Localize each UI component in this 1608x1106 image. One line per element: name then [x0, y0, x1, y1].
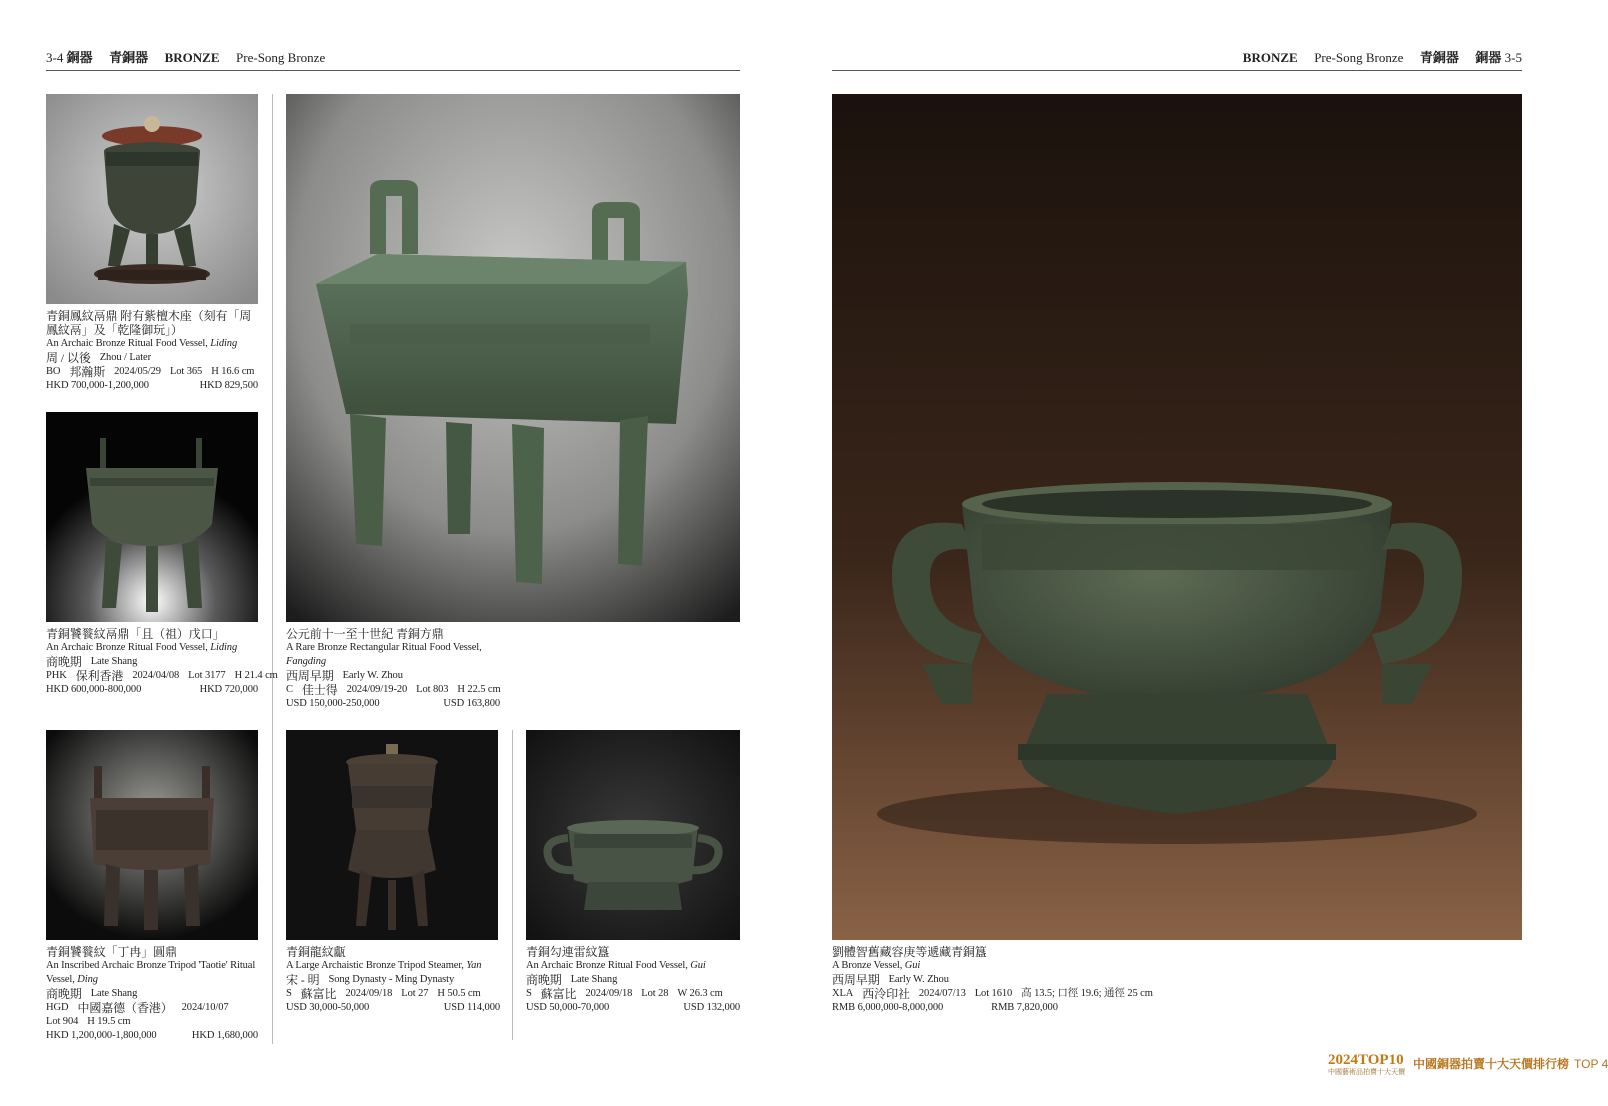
lot-caption	[832, 945, 1232, 1015]
period-en: Early W. Zhou	[342, 670, 403, 681]
auction-house: 中國嘉德（香港）	[77, 1001, 173, 1015]
top10-logo: 2024TOP10 中國藝術品拍賣十大天價	[1328, 1052, 1405, 1076]
lot-title-en: A Large Archaistic Bronze Tripod Steamer, Yan	[286, 960, 482, 971]
lot-photo-yan	[286, 730, 498, 940]
dimensions: W 26.3 cm	[677, 988, 723, 999]
lot-title-en: An Archaic Bronze Ritual Food Vessel, Liding	[46, 642, 238, 653]
lot-number: Lot 1610	[974, 988, 1013, 999]
header-en: Pre-Song Bronze	[1314, 50, 1404, 65]
lot-number: Lot 28	[641, 988, 669, 999]
lot-title-en: A Rare Bronze Rectangular Ritual Food Vessel, Fangding	[286, 642, 482, 667]
auction-house: 西泠印社	[862, 987, 910, 1001]
hammer-price: HKD 1,680,000	[191, 1030, 258, 1041]
period-en: Late Shang	[90, 988, 138, 999]
estimate: USD 50,000-70,000	[526, 1002, 610, 1013]
auction-house: 佳士得	[301, 683, 338, 697]
header-en: BRONZE	[1242, 50, 1298, 65]
period-en: Late Shang	[570, 974, 618, 985]
period-zh: 西周早期	[286, 669, 334, 683]
lot-photo-liding-with-stand	[46, 94, 258, 304]
sale-date: 2024/05/29	[114, 366, 161, 377]
header-en: BRONZE	[164, 50, 220, 65]
lot-title-zh: 青銅龍紋甗	[286, 945, 346, 959]
sale-date: 2024/09/18	[345, 988, 393, 999]
lot-number: Lot 904	[46, 1016, 79, 1027]
sale-date: 2024/10/07	[181, 1002, 229, 1013]
auction-house: 保利香港	[75, 669, 124, 683]
house-code: S	[286, 988, 292, 999]
dimensions: H 22.5 cm	[457, 684, 501, 695]
period-en: Late Shang	[90, 656, 138, 667]
estimate: HKD 700,000-1,200,000	[46, 380, 149, 391]
lot-title-en: A Bronze Vessel, Gui	[832, 960, 921, 971]
dimensions: H 16.6 cm	[211, 366, 255, 377]
lot-title-zh: 青銅勾連雷紋簋	[526, 945, 610, 959]
header-zh: 銅器	[66, 50, 93, 65]
lot-title-zh: 青銅饕餮紋鬲鼎「且（祖）戊口」	[46, 627, 225, 641]
period-zh: 西周早期	[832, 973, 880, 987]
house-code: PHK	[46, 670, 67, 681]
period-en: Early W. Zhou	[888, 974, 949, 985]
lot-caption	[46, 627, 278, 697]
hammer-price: USD 163,800	[443, 698, 500, 709]
lot-photo-liding-tripod	[46, 412, 258, 622]
page-number: 3-4	[46, 50, 64, 65]
ranking-footer	[1328, 1052, 1608, 1075]
dimensions: H 19.5 cm	[87, 1016, 131, 1027]
period-zh: 周 / 以後	[46, 351, 91, 365]
estimate: RMB 6,000,000-8,000,000	[832, 1002, 944, 1013]
estimate: USD 30,000-50,000	[286, 1002, 370, 1013]
lot-title-zh: 青銅鳳紋鬲鼎 附有紫檀木座（刻有「周鳳紋鬲」及「乾隆御玩」）	[46, 309, 252, 337]
estimate: HKD 600,000-800,000	[46, 684, 142, 695]
auction-house: 蘇富比	[540, 987, 577, 1001]
ranking-position: TOP 4	[1574, 1056, 1608, 1071]
lot-photo-fangding	[286, 94, 740, 622]
house-code: HGD	[46, 1002, 69, 1013]
house-code: C	[286, 684, 293, 695]
lot-title-zh: 公元前十一至十世紀 青銅方鼎	[286, 627, 444, 641]
period-zh: 宋 - 明	[286, 973, 320, 987]
hammer-price: HKD 829,500	[199, 380, 258, 391]
header-zh: 青銅器	[1419, 50, 1459, 65]
hammer-price: USD 114,000	[443, 1002, 500, 1013]
period-zh: 商晚期	[46, 987, 82, 1001]
lot-title-zh: 劉體智舊藏容庚等遞藏青銅簋	[832, 945, 987, 959]
house-code: S	[526, 988, 532, 999]
lot-caption	[286, 945, 500, 1015]
running-header-left	[46, 50, 325, 66]
hammer-price: RMB 7,820,000	[991, 1002, 1058, 1013]
dimensions: H 50.5 cm	[437, 988, 481, 999]
lot-caption	[526, 945, 740, 1015]
sale-date: 2024/04/08	[132, 670, 180, 681]
lot-number: Lot 365	[169, 366, 203, 377]
lot-number: Lot 3177	[188, 670, 226, 681]
lot-photo-gui-small	[526, 730, 740, 940]
lot-caption	[46, 945, 258, 1043]
estimate: HKD 1,200,000-1,800,000	[46, 1030, 157, 1041]
period-en: Zhou / Later	[99, 352, 152, 363]
ranking-title: 中國銅器拍賣十大天價排行榜	[1413, 1057, 1570, 1071]
column-divider	[512, 730, 513, 1040]
running-header-right	[1243, 50, 1522, 66]
estimate: USD 150,000-250,000	[286, 698, 380, 709]
auction-house: 邦瀚斯	[69, 365, 106, 379]
dimensions: H 21.4 cm	[234, 670, 278, 681]
lot-title-en: An Archaic Bronze Ritual Food Vessel, Gui	[526, 960, 706, 971]
lot-caption	[286, 627, 500, 711]
page-number: 3-5	[1504, 50, 1522, 65]
header-zh: 青銅器	[109, 50, 149, 65]
header-en: Pre-Song Bronze	[236, 50, 326, 65]
hammer-price: HKD 720,000	[199, 684, 258, 695]
lot-number: Lot 803	[416, 684, 449, 695]
column-divider	[272, 94, 273, 1044]
period-zh: 商晚期	[46, 655, 82, 669]
sale-date: 2024/09/19-20	[346, 684, 408, 695]
header-rule-right	[832, 70, 1522, 71]
lot-title-en: An Inscribed Archaic Bronze Tripod 'Taotie' Ritual Vessel, Ding	[46, 960, 256, 985]
lot-caption	[46, 309, 258, 393]
auction-house: 蘇富比	[300, 987, 337, 1001]
period-zh: 商晚期	[526, 973, 562, 987]
header-rule-left	[46, 70, 740, 71]
hammer-price: USD 132,000	[683, 1002, 740, 1013]
lot-number: Lot 27	[401, 988, 429, 999]
lot-photo-ding	[46, 730, 258, 940]
house-code: BO	[46, 366, 61, 377]
lot-title-zh: 青銅饕餮紋「丁冉」圓鼎	[46, 945, 177, 959]
period-en: Song Dynasty - Ming Dynasty	[328, 974, 455, 985]
sale-date: 2024/09/18	[585, 988, 633, 999]
dimensions: 高 13.5; 口徑 19.6; 通徑 25 cm	[1021, 988, 1153, 999]
lot-photo-gui-featured	[832, 94, 1522, 940]
sale-date: 2024/07/13	[918, 988, 966, 999]
house-code: XLA	[832, 988, 854, 999]
lot-title-en: An Archaic Bronze Ritual Food Vessel, Liding	[46, 338, 238, 349]
header-zh: 銅器	[1475, 50, 1502, 65]
